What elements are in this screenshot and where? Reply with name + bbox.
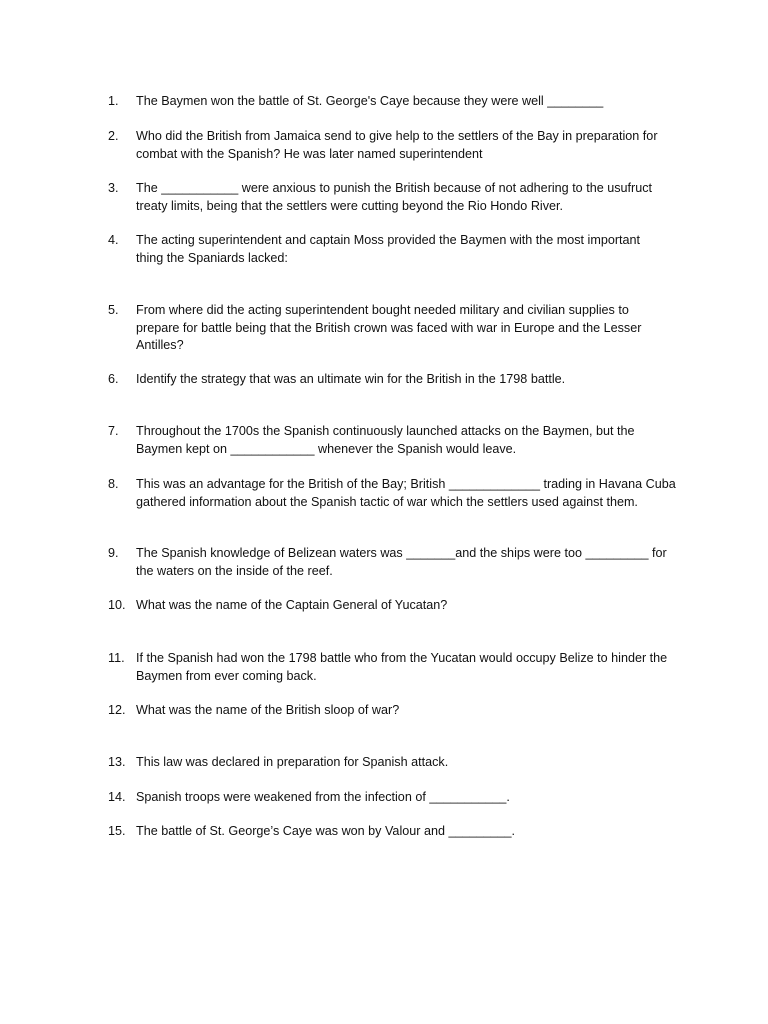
question-text: From where did the acting superintendent bought needed military and civilian supplies to prepare for battle being that the British crown was faced with war in Europe and the Lesser Antilles? [136, 303, 642, 352]
question-number: 7. [108, 424, 119, 438]
question-item [108, 423, 688, 458]
question-number: 13. [108, 755, 126, 769]
question-number: 5. [108, 303, 119, 317]
question-number: 1. [108, 94, 119, 108]
question-number: 11. [108, 651, 125, 665]
question-item [108, 302, 688, 355]
question-number: 2. [108, 129, 119, 143]
question-number: 9. [108, 546, 119, 560]
question-text: What was the name of the Captain General of Yucatan? [136, 598, 448, 612]
question-text: The Spanish knowledge of Belizean waters was _______and the ships were too _________ for the waters on the inside of the reef. [136, 546, 667, 578]
question-text: The Baymen won the battle of St. George's Caye because they were well ________ [136, 94, 604, 108]
question-item [108, 232, 688, 267]
question-item [108, 789, 688, 807]
question-item [108, 545, 688, 580]
question-text: The ___________ were anxious to punish the British because of not adhering to the usufruct treaty limits, being that the settlers were cutting beyond the Rio Hondo River. [136, 181, 652, 213]
question-item [108, 128, 688, 163]
question-text: Throughout the 1700s the Spanish continuously launched attacks on the Baymen, but the Baymen kept on ____________ whenever the Spanish would leave. [136, 424, 635, 456]
question-item [108, 754, 688, 772]
question-item [108, 823, 688, 841]
question-number: 8. [108, 477, 119, 491]
question-text: The battle of St. George’s Caye was won by Valour and _________. [136, 824, 515, 838]
question-text: Who did the British from Jamaica send to give help to the settlers of the Bay in preparation for combat with the Spanish? He was later named superintendent [136, 129, 658, 161]
question-number: 14. [108, 790, 126, 804]
question-text: Identify the strategy that was an ultimate win for the British in the 1798 battle. [136, 372, 566, 386]
question-item [108, 476, 688, 511]
question-number: 4. [108, 233, 119, 247]
question-number: 12. [108, 703, 126, 717]
question-text: Spanish troops were weakened from the infection of ___________. [136, 790, 510, 804]
question-number: 10. [108, 598, 126, 612]
question-text: What was the name of the British sloop of war? [136, 703, 400, 717]
question-item [108, 702, 688, 720]
question-item [108, 371, 688, 389]
question-item [108, 597, 688, 615]
question-item [108, 180, 688, 215]
question-text: The acting superintendent and captain Moss provided the Baymen with the most important thing the Spaniards lacked: [136, 233, 641, 265]
question-item [108, 93, 688, 111]
question-number: 6. [108, 372, 119, 386]
question-number: 15. [108, 824, 126, 838]
question-text: If the Spanish had won the 1798 battle who from the Yucatan would occupy Belize to hinder the Baymen from ever coming back. [136, 651, 668, 683]
question-item [108, 650, 688, 685]
question-number: 3. [108, 181, 119, 195]
question-text: This law was declared in preparation for Spanish attack. [136, 755, 449, 769]
question-text: This was an advantage for the British of the Bay; British _____________ trading in Havana Cuba gathered information about the Spanish tactic of war which the settlers used against them. [136, 477, 676, 509]
